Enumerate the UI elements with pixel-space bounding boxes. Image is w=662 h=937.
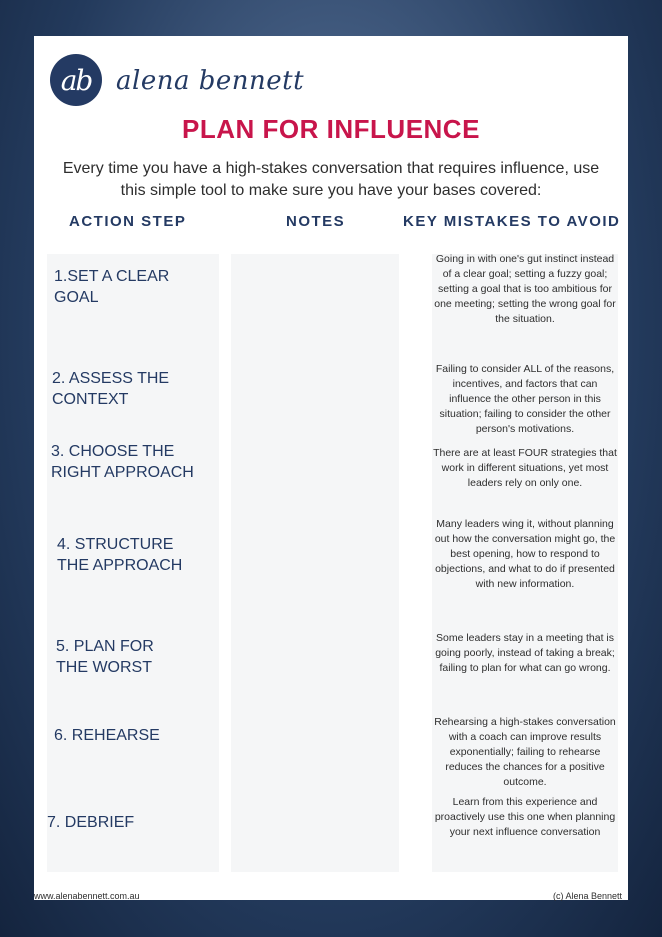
logo-icon: ab: [50, 54, 102, 106]
mistake-4: Many leaders wing it, without planning out how the conversation might go, the best opening, how to respond to objections, and what to do if presented with new information.: [434, 518, 616, 590]
action-step-2: 2. ASSESS THE CONTEXT: [52, 370, 170, 408]
page-title: PLAN FOR INFLUENCE: [182, 114, 480, 144]
action-step-6: 6. REHEARSE: [54, 727, 160, 744]
column-header-notes: NOTES: [286, 213, 346, 230]
copyright: (c) Alena Bennett: [552, 891, 622, 901]
intro-text: Every time you have a high-stakes conversation that requires influence, use this simple tool to make sure you have your bases covered:: [62, 160, 600, 199]
notes-column-panel[interactable]: [231, 254, 399, 872]
mistake-5: Some leaders stay in a meeting that is going poorly, instead of taking a break; failing to plan for what can go wrong.: [435, 632, 615, 674]
brand-name: alena bennett: [116, 66, 305, 96]
action-step-5: 5. PLAN FOR THE WORST: [56, 638, 154, 676]
column-header-action: ACTION STEP: [69, 213, 187, 230]
action-step-1: 1.SET A CLEAR GOAL: [54, 268, 170, 306]
worksheet-page: [34, 36, 628, 900]
mistake-2: Failing to consider ALL of the reasons, incentives, and factors that can influence the other person in this situation; failing to consider the other person's motivations.: [435, 363, 615, 435]
action-step-3: 3. CHOOSE THE RIGHT APPROACH: [51, 443, 194, 481]
action-step-7: 7. DEBRIEF: [47, 814, 135, 831]
action-step-4: 4. STRUCTURE THE APPROACH: [57, 536, 183, 574]
column-header-mistakes: KEY MISTAKES TO AVOID: [403, 213, 621, 230]
mistake-1: Going in with one's gut instinct instead of a clear goal; setting a fuzzy goal; setting a goal that is too ambitious for one meeting; setting the wrong goal for the situation.: [434, 253, 616, 325]
mistake-3: There are at least FOUR strategies that work in different situations, yet most leaders rely on only one.: [433, 447, 617, 489]
mistake-7: Learn from this experience and proactively use this one when planning your next influence conversation: [434, 796, 616, 838]
website-link[interactable]: www.alenabennett.com.au: [34, 891, 140, 901]
mistake-6: Rehearsing a high-stakes conversation with a coach can improve results exponentially; failing to rehearse reduces the chances for a positive outcome.: [434, 716, 616, 788]
